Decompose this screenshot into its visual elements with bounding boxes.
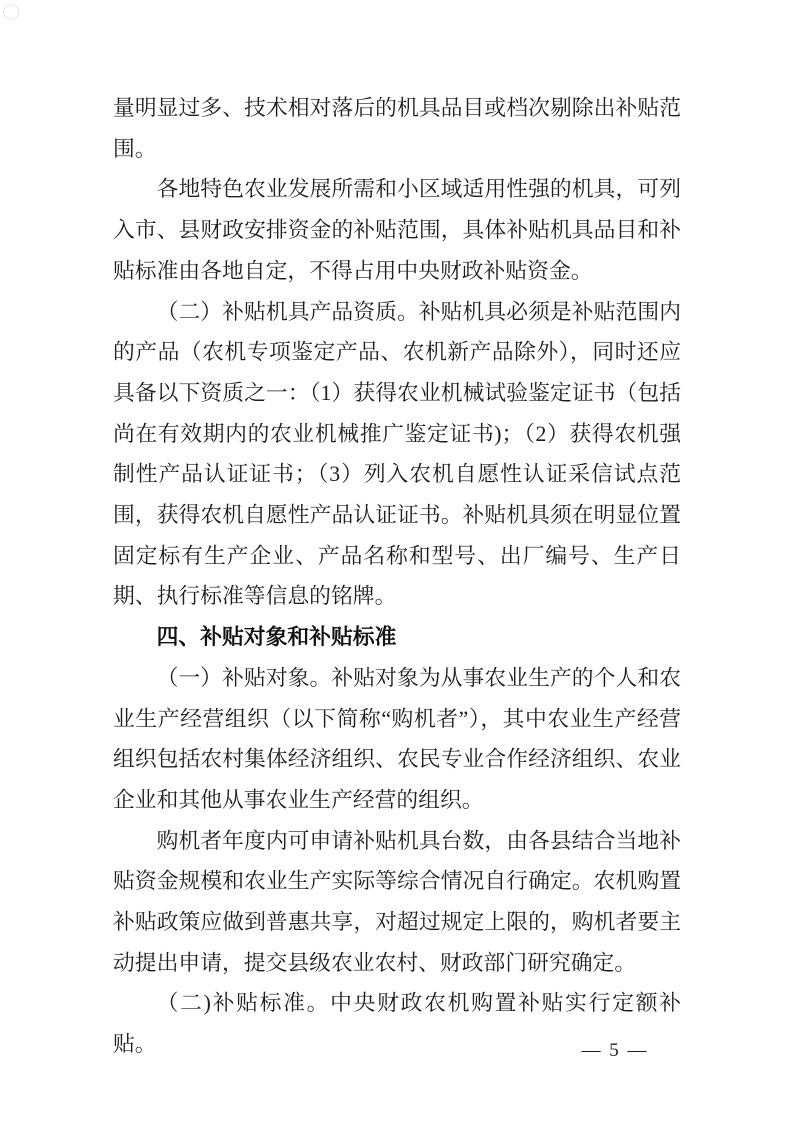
section-heading-subsidy-targets-standards: 四、补贴对象和补贴标准 — [156, 624, 397, 650]
paragraph-subsidy-targets: （一）补贴对象。补贴对象为从事农业生产的个人和农业生产经营组织（以下简称“购机者”），其中农业生产经营组织包括农村集体经济组织、农民专业合作经济组织、农业企业和其他从事农业生产经营的组织。 — [113, 665, 681, 812]
paragraph-product-qualification: （二）补贴机具产品资质。补贴机具必须是补贴范围内的产品（农机专项鉴定产品、农机新产品除外），同时还应具备以下资质之一：（1）获得农业机械试验鉴定证书（包括尚在有效期内的农业机械推广鉴定证书)；（2）获得农机强制性产品认证证书；（3）列入农机自愿性认证采信试点范围，获得农机自愿性产品认证证书。补贴机具须在明显位置固定标有生产企业、产品名称和型号、出厂编号、生产日期、执行标准等信息的铭牌。 — [113, 299, 681, 609]
scan-artifact — [3, 4, 19, 20]
document-body — [113, 88, 681, 1065]
paragraph-application-quota: 购机者年度内可申请补贴机具台数，由各县结合当地补贴资金规模和农业生产实际等综合情况自行确定。农机购置补贴政策应做到普惠共享，对超过规定上限的，购机者要主动提出申请，提交县级农业农村、财政部门研究确定。 — [113, 828, 681, 975]
paragraph-subsidy-standard: （二)补贴标准。中央财政农机购置补贴实行定额补贴。 — [113, 991, 681, 1057]
paragraph-local-machinery: 各地特色农业发展所需和小区域适用性强的机具，可列入市、县财政安排资金的补贴范围，具体补贴机具品目和补贴标准由各地自定，不得占用中央财政补贴资金。 — [113, 177, 681, 283]
page-number: — 5 — — [581, 1040, 649, 1061]
paragraph-continuation: 量明显过多、技术相对落后的机具品目或档次剔除出补贴范围。 — [113, 96, 681, 161]
